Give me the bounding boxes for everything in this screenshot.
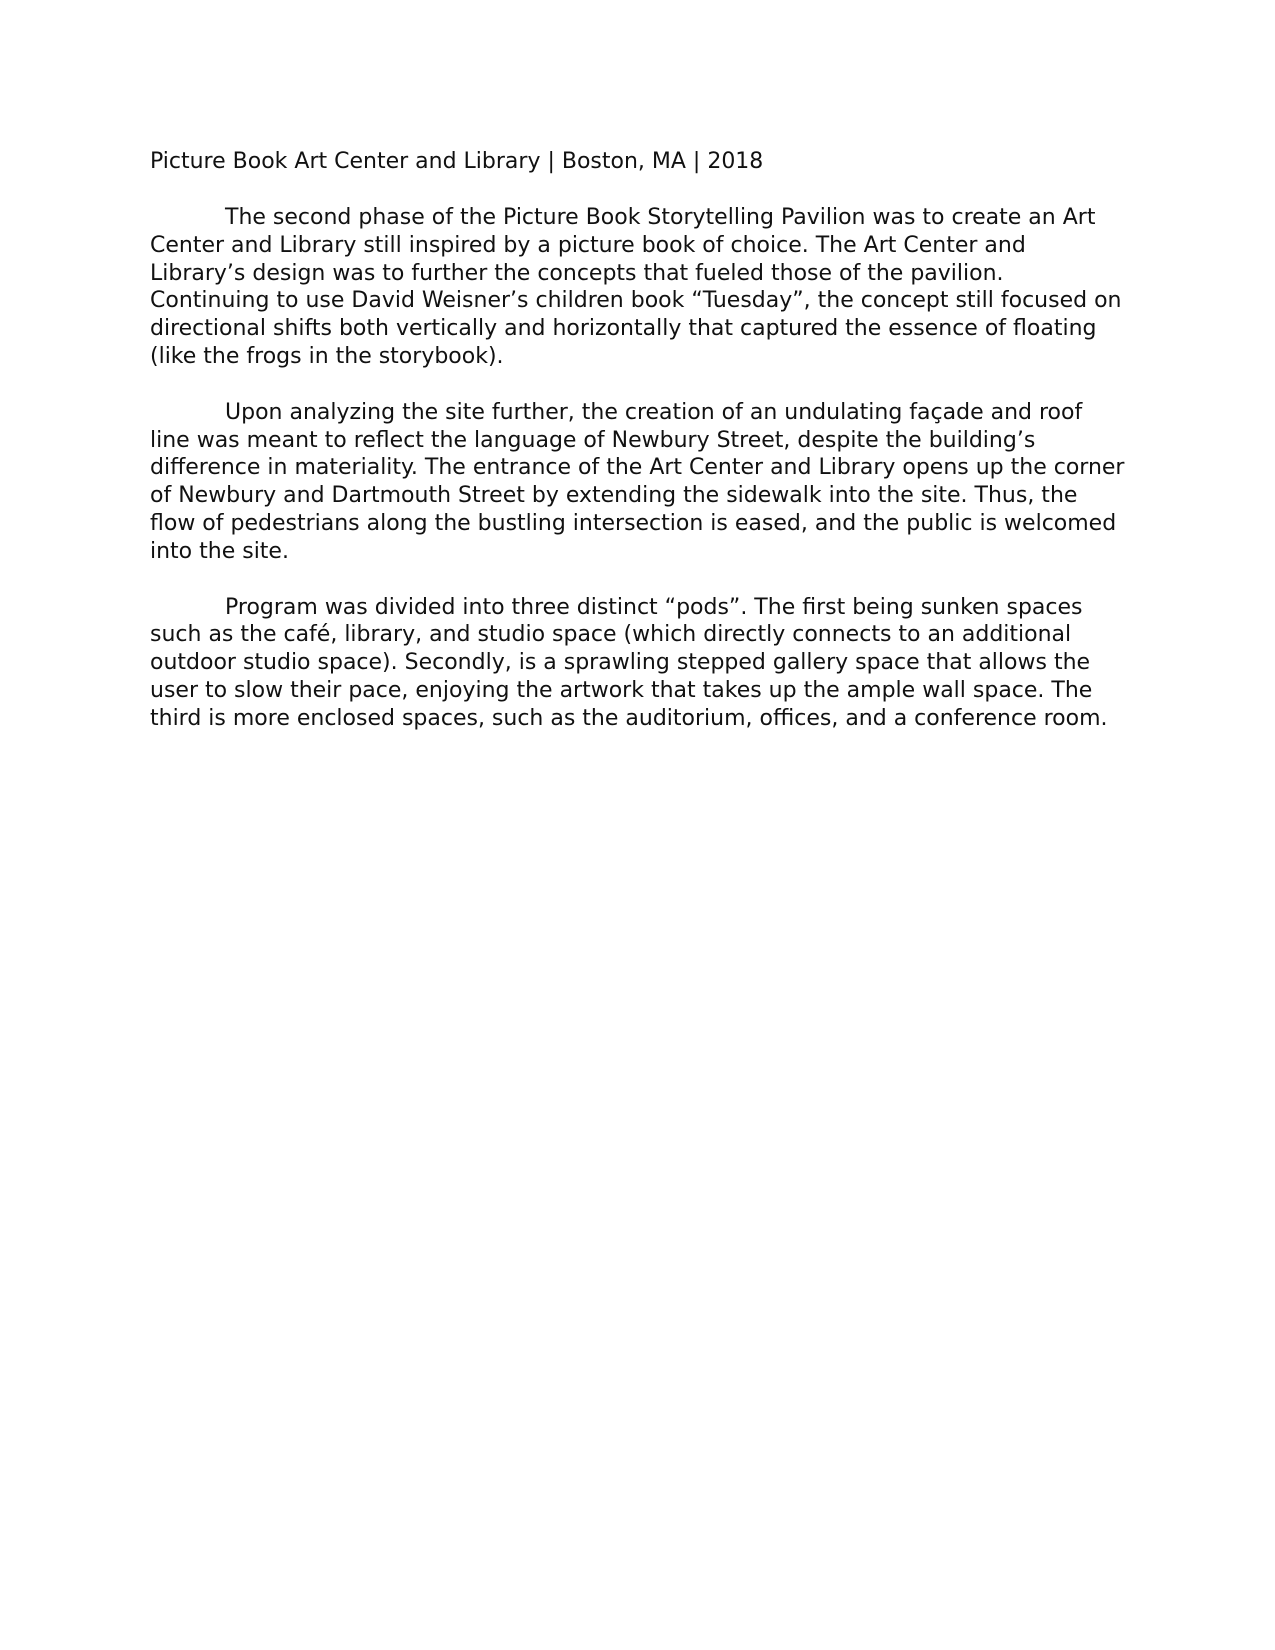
- paragraph-site-analysis: Upon analyzing the site further, the creation of an undulating façade and roof line was meant to reflect the language of Newbury Street, despite the building’s difference in materiality. The entrance of the Art Center and Library opens up the corner of Newbury and Dartmouth Street by extending the sidewalk into the site. Thus, the flow of pedestrians along the bustling intersection is eased, and the public is welcomed into the site.: [150, 399, 1125, 564]
- document-body: [150, 148, 1125, 733]
- paragraph-program-pods: Program was divided into three distinct “pods”. The first being sunken spaces such as the café, library, and studio space (which directly connects to an additional outdoor studio space). Secondly, is a sprawling stepped gallery space that allows the user to slow their pace, enjoying the artwork that takes up the ample wall space. The third is more enclosed spaces, such as the auditorium, offices, and a conference room.: [150, 594, 1108, 731]
- paragraph-pavilion-concept: The second phase of the Picture Book Storytelling Pavilion was to create an Art Center and Library still inspired by a picture book of choice. The Art Center and Library’s design was to further the concepts that fueled those of the pavilion. Continuing to use David Weisner’s children book “Tuesday”, the concept still focused on directional shifts both vertically and horizontally that captured the essence of floating (like the frogs in the storybook).: [150, 205, 1122, 369]
- document-title: Picture Book Art Center and Library | Boston, MA | 2018: [150, 149, 764, 174]
